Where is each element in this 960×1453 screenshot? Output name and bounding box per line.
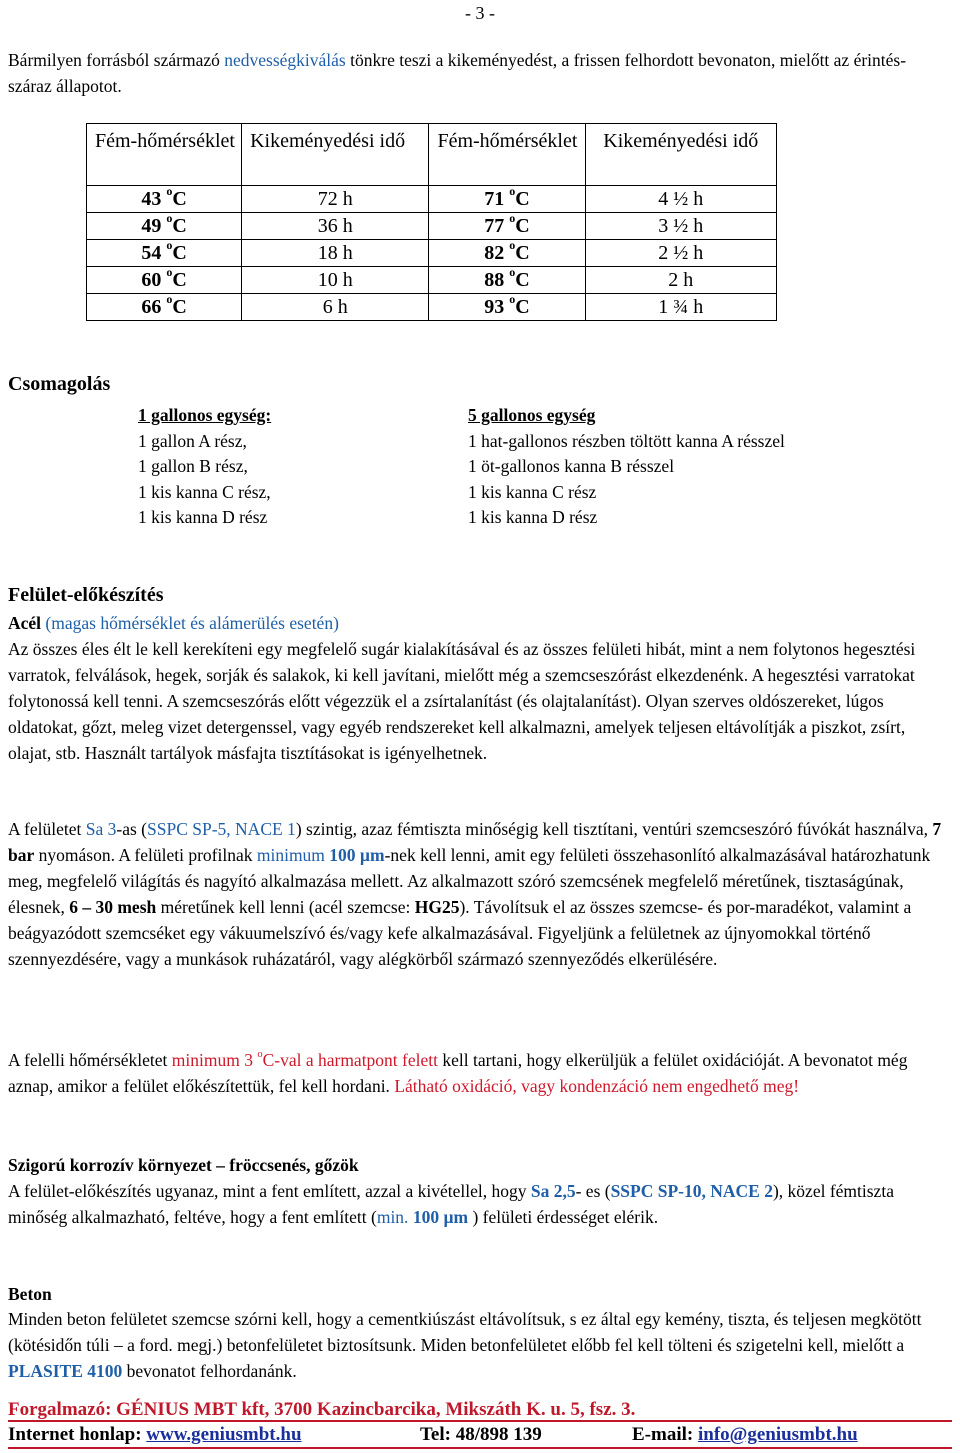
temperature-cell: 43 $^o$C (87, 186, 242, 213)
list-item: 1 gallon B rész, (138, 456, 248, 476)
email-link[interactable]: info@geniusmbt.hu (697, 1424, 858, 1445)
surface-prep-paragraph-3: A felelli hőmérsékletet minimum 3 $^o$C-val a harmatpont felett kell tartani, hogy elkerüljük a felület oxidációját. A bevonatot még aznap, amikor a felület előkészítettük, fel kell hordani. Látható oxidáció, vagy kondenzáció nem engedhető meg! (8, 1049, 908, 1096)
surface-prep-paragraph-2: A felületet Sa 3-as (SSPC SP-5, NACE 1) szintig, azaz fémtiszta minőségig kell tisztítani, ventúri szemcseszóró fúvókát használva, 7 bar nyomáson. A felületi profilnak minimum 100 µm-nek kell lenni, amit egy felületi összehasonlító alkalmazásával határozhatunk meg, megfelelő világítás és nagyító alkalmazása mellett. Az alkalmazott szóró szemcsének megfelelő méretűnek, tisztaságúnak, élesnek, 6 – 30 mesh méretűnek kell lenni (acél szemcse: HG25). Távolítsuk el az összes szemcse- és por-maradékot, valamint a beágyazódott szemcséket egy vákuumelszívó és/vagy kefe alkalmazásával. Figyeljünk a felületnek az újnyomokkal történő szennyezdésére, vagy a munkások ruházatáról, vagy alégkörből származó szennyeződés elkerülésére. (8, 819, 942, 969)
moisture-term: nedvességkiválás (224, 50, 346, 70)
surface-prep-title: Felület-előkészítés (8, 584, 164, 606)
cure-time-cell: 36 h (242, 213, 429, 240)
concrete-paragraph: Minden beton felületet szemcse szórni kell, hogy a cementkiúszást eltávolítsuk, s ez által egy kemény, tiszta, és teljesen megkötött (kötésidőn túli – a ford. megj.) betonfelületet biztosítsunk. Miden betonfelületet előbb fel kell tölteni és szigetelni kell, mielőtt a PLASITE 4100 bevonatot felhordanánk. (8, 1309, 922, 1381)
footer-phone: Tel: 48/898 139 (420, 1424, 542, 1445)
cure-time-cell: 6 h (242, 294, 429, 321)
temperature-cell: 49 $^o$C (87, 213, 242, 240)
cure-time-cell: 72 h (242, 186, 429, 213)
table-row (87, 294, 777, 321)
cure-time-cell: 18 h (242, 240, 429, 267)
list-item: 1 hat-gallonos részben töltött kanna A résszel (468, 430, 785, 451)
temperature-cell: 71 $^o$C (429, 186, 585, 213)
cure-time-table (86, 123, 777, 321)
cure-time-cell: 3 ½ h (585, 213, 776, 240)
corrosive-paragraph: A felület-előkészítés ugyanaz, mint a fent említett, azzal a kivétellel, hogy Sa 2,5- es (SSPC SP-10, NACE 2), közel fémtiszta minőség alkalmazható, feltéve, hogy a fent említett (min. 100 µm ) felületi érdességet elérik. (8, 1181, 894, 1227)
header-cure-time: Kikeményedési idő (585, 124, 776, 186)
list-item: 1 öt-gallonos kanna B résszel (468, 456, 675, 476)
header-metal-temperature: Fém-hőmérséklet (429, 124, 585, 186)
header-metal-temperature: Fém-hőmérséklet (87, 124, 242, 186)
header-cure-time: Kikeményedési idő (242, 124, 429, 186)
list-item: 1 kis kanna D rész (138, 507, 268, 527)
packaging-5-gallon (468, 403, 785, 531)
temperature-cell: 54 $^o$C (87, 240, 242, 267)
footer-distributor: Forgalmazó: GÉNIUS MBT kft, 3700 Kazincbarcika, Mikszáth K. u. 5, fsz. 3. (8, 1399, 636, 1420)
corrosive-title: Szigorú korrozív környezet – fröccsenés, gőzök (8, 1155, 359, 1175)
list-item: 1 kis kanna C rész, (138, 481, 271, 502)
table-row (87, 267, 777, 294)
steel-subtitle: Acél (magas hőmérséklet és alámerülés esetén) (8, 613, 339, 633)
packaging-5-gallon-heading: 5 gallonos egység (468, 405, 596, 425)
footer-divider (8, 1447, 952, 1449)
table-row (87, 213, 777, 240)
list-item: 1 gallon A rész, (138, 430, 247, 451)
packaging-1-gallon-heading: 1 gallonos egység: (138, 405, 272, 425)
page-number: - 3 - (465, 3, 495, 23)
packaging-title: Csomagolás (8, 373, 111, 395)
footer-email: E-mail: info@geniusmbt.hu (632, 1424, 858, 1445)
footer-web: Internet honlap: www.geniusmbt.hu (8, 1424, 302, 1445)
temperature-cell: 88 $^o$C (429, 267, 585, 294)
intro-paragraph: Bármilyen forrásból származó nedvességkiválás tönkre teszi a kikeményedést, a frissen felhordott bevonaton, mielőtt az érintés-száraz állapotot. (8, 50, 907, 96)
table-row (87, 186, 777, 213)
packaging-1-gallon (138, 403, 271, 531)
table-row (87, 240, 777, 267)
concrete-title: Beton (8, 1284, 52, 1304)
cure-time-cell: 2 h (585, 267, 776, 294)
list-item: 1 kis kanna D rész (468, 507, 598, 527)
cure-time-cell: 2 ½ h (585, 240, 776, 267)
cure-time-cell: 10 h (242, 267, 429, 294)
footer-divider (8, 1420, 952, 1422)
temperature-cell: 60 $^o$C (87, 267, 242, 294)
temperature-cell: 66 $^o$C (87, 294, 242, 321)
website-link[interactable]: www.geniusmbt.hu (146, 1424, 302, 1445)
list-item: 1 kis kanna C rész (468, 481, 597, 502)
surface-prep-paragraph-1: Az összes éles élt le kell kerekíteni egy megfelelő sugár kialakításával és az összes felületi hibát, mint a nem folytonos hegesztési varratok, felválások, hegek, sorják és salakok, ki kell javítani, mielőtt még a szemcseszórást elkezdenénk. A hegesztési varratokat folytonossá kell tenni. A szemcseszórás előtt végezzük el a zsírtalanítást (és olajtalanítást). Olyan szerves oldószereket, lúgos oldatokat, gőzt, meleg vizet detergenssel, vagy egyéb rendszereket kell alkalmazni, amelyek teljesen eltávolítják a piszkot, zsírt, olajat, stb. Használt tartályok másfajta tisztításokat is igényelhetnek. (8, 639, 916, 763)
temperature-cell: 93 $^o$C (429, 294, 585, 321)
temperature-cell: 77 $^o$C (429, 213, 585, 240)
temperature-cell: 82 $^o$C (429, 240, 585, 267)
cure-time-cell: 4 ½ h (585, 186, 776, 213)
cure-time-cell: 1 ¾ h (585, 294, 776, 321)
